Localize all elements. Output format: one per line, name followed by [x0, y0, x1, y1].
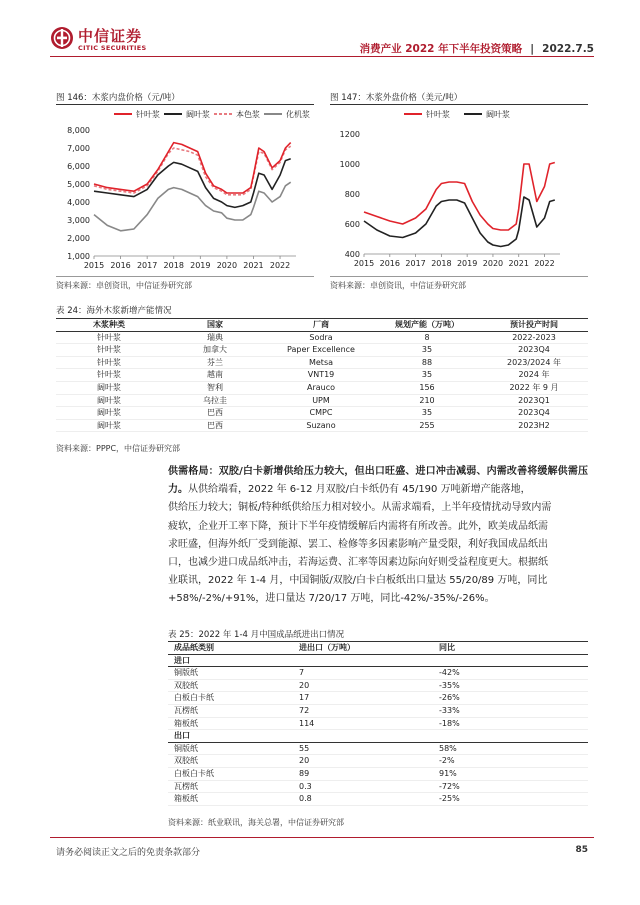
table-row: [56, 419, 588, 432]
table-cell: 17: [299, 692, 439, 705]
table-cell: -25%: [439, 793, 588, 806]
figure-146-source: 资料来源：卓创资讯，中信证券研究部: [56, 281, 192, 290]
table-24: [56, 318, 588, 432]
paragraph-line: 从供给端看，2022 年 6-12 月双胶/白卡纸仍有 45/190 万吨新增产能落地，: [188, 484, 531, 496]
table-row: [168, 692, 588, 705]
table-cell: 双胶纸: [168, 679, 299, 692]
table-cell: 2023H2: [480, 419, 588, 432]
table-25-header: 同比: [439, 642, 588, 655]
table-cell: 91%: [439, 767, 588, 780]
table-cell: 0.8: [299, 793, 439, 806]
table-section-row: [168, 730, 588, 743]
table-cell: 89: [299, 767, 439, 780]
figure-146-bottom-rule: [56, 276, 314, 277]
table-24-header-row: [56, 319, 588, 332]
section-label: 进口: [168, 654, 588, 667]
table-24-source: 资料来源：PPPC，中信证券研究部: [56, 444, 181, 453]
x-tick-label: 2020: [482, 259, 504, 268]
table-cell: 2023Q4: [480, 344, 588, 357]
table-cell: 35: [374, 407, 480, 420]
table-row: [168, 742, 588, 755]
table-cell: 瓦楞纸: [168, 704, 299, 717]
table-row: [168, 755, 588, 768]
table-24-title: 表 24：海外木浆新增产能情况: [56, 306, 172, 316]
table-cell: UPM: [268, 394, 374, 407]
table-cell: 156: [374, 381, 480, 394]
report-title: 消费产业 2022 年下半年投资策略: [359, 43, 523, 55]
y-tick-label: 800: [344, 190, 360, 199]
table-cell: 针叶浆: [56, 356, 162, 369]
table-cell: 20: [299, 755, 439, 768]
company-logo: [50, 24, 160, 54]
table-cell: -42%: [439, 667, 588, 680]
logo-english: CITIC SECURITIES: [78, 44, 147, 52]
table-cell: 箱板纸: [168, 793, 299, 806]
table-25-title: 表 25：2022 年 1-4 月中国成品纸进出口情况: [168, 630, 345, 640]
table-cell: 阔叶浆: [56, 381, 162, 394]
series-line-1: [94, 143, 291, 193]
x-tick-label: 2020: [216, 261, 238, 270]
table-cell: 瓦楞纸: [168, 780, 299, 793]
legend-label: 化机浆: [286, 110, 310, 119]
table-cell: 55: [299, 742, 439, 755]
table-cell: VNT19: [268, 369, 374, 382]
paragraph-bold-lead: [168, 463, 588, 499]
y-tick-label: 2,000: [67, 234, 90, 243]
logo-chinese: 中信证券: [78, 27, 143, 45]
table-24-header: 国家: [162, 319, 268, 332]
table-cell: -72%: [439, 780, 588, 793]
legend-label: 阔叶浆: [486, 110, 510, 119]
figure-147-top-rule: [330, 104, 588, 105]
table-cell: 巴西: [162, 419, 268, 432]
table-cell: 7: [299, 667, 439, 680]
table-cell: 35: [374, 344, 480, 357]
table-cell: -35%: [439, 679, 588, 692]
paragraph-line: 供给压力较大；铜板/特种纸供给压力相对较小。从需求端看，上半年疫情扰动导致内需: [168, 502, 552, 514]
table-cell: 芬兰: [162, 356, 268, 369]
table-24-header: 厂商: [268, 319, 374, 332]
x-tick-label: 2022: [534, 259, 555, 268]
table-cell: 阔叶浆: [56, 394, 162, 407]
supply-demand-paragraph: [168, 463, 588, 609]
footer-rule: [50, 837, 594, 838]
series-line-1: [364, 163, 555, 231]
figure-147-chart: [330, 106, 592, 274]
y-tick-label: 1200: [339, 130, 360, 139]
table-cell: 210: [374, 394, 480, 407]
legend-label: 针叶浆: [426, 110, 450, 119]
x-tick-label: 2021: [508, 259, 529, 268]
table-25-header-row: [168, 642, 588, 655]
table-row: [168, 667, 588, 680]
table-row: [56, 344, 588, 357]
x-tick-label: 2017: [136, 261, 158, 270]
table-cell: -33%: [439, 704, 588, 717]
report-header: [360, 37, 594, 56]
table-cell: 瑞典: [162, 331, 268, 344]
table-25: [168, 641, 588, 806]
x-tick-label: 2018: [431, 259, 452, 268]
table-row: [168, 679, 588, 692]
table-cell: 白板白卡纸: [168, 767, 299, 780]
table-row: [56, 369, 588, 382]
paragraph-line: 疲软，企业开工率下降，预计下半年疫情缓解后内需将有所改善。此外，欧美成品纸需: [168, 520, 548, 532]
table-cell: 58%: [439, 742, 588, 755]
table-cell: 箱板纸: [168, 717, 299, 730]
paragraph-line: 求旺盛，但海外纸厂受到能源、罢工、检修等多因素影响产量受限，利好我国成品纸出: [168, 538, 548, 550]
table-cell: 智利: [162, 381, 268, 394]
x-tick-label: 2019: [190, 261, 211, 270]
y-tick-label: 4,000: [67, 198, 90, 207]
table-row: [56, 394, 588, 407]
table-cell: 2022 年 9 月: [480, 381, 588, 394]
header-separator: |: [530, 43, 535, 55]
x-tick-label: 2021: [243, 261, 264, 270]
table-cell: Metsa: [268, 356, 374, 369]
x-tick-label: 2015: [83, 261, 105, 270]
table-cell: 88: [374, 356, 480, 369]
table-row: [168, 717, 588, 730]
y-tick-label: 7,000: [67, 144, 90, 153]
x-tick-label: 2016: [110, 261, 131, 270]
table-cell: 72: [299, 704, 439, 717]
y-tick-label: 5,000: [67, 180, 90, 189]
table-25-source: 资料来源：纸业联讯，海关总署，中信证券研究部: [168, 818, 344, 827]
x-tick-label: 2016: [379, 259, 400, 268]
citic-logo-icon: [50, 26, 74, 50]
report-date: 2022.7.5: [542, 43, 594, 55]
table-cell: 2023Q4: [480, 407, 588, 420]
table-cell: Sodra: [268, 331, 374, 344]
table-cell: 2023Q1: [480, 394, 588, 407]
table-row: [56, 331, 588, 344]
table-cell: 加拿大: [162, 344, 268, 357]
table-cell: 114: [299, 717, 439, 730]
table-25-header: 成品纸类别: [168, 642, 299, 655]
paragraph-line: 口，也减少进口成品纸冲击，若海运费、汇率等因素边际向好则受益程度更大。根据纸: [168, 557, 548, 569]
table-cell: 巴西: [162, 407, 268, 420]
header-rule: [50, 56, 594, 57]
table-cell: -2%: [439, 755, 588, 768]
table-row: [168, 793, 588, 806]
x-tick-label: 2017: [405, 259, 426, 268]
legend-label: 阔叶浆: [186, 110, 210, 119]
table-24-header: 规划产能（万吨）: [374, 319, 480, 332]
figure-146-top-rule: [56, 104, 314, 105]
paragraph-line: 业联讯，2022 年 1-4 月，中国铜版/双胶/白卡白板纸出口量达 55/20/89 万吨，同比: [168, 575, 548, 587]
series-line-2: [94, 159, 291, 208]
x-tick-label: 2022: [269, 261, 291, 270]
table-cell: Suzano: [268, 419, 374, 432]
y-tick-label: 1000: [339, 160, 360, 169]
figure-146-title: 图 146：木浆内盘价格（元/吨）: [56, 93, 180, 103]
table-row: [56, 381, 588, 394]
y-tick-label: 400: [344, 250, 360, 259]
table-cell: 2024 年: [480, 369, 588, 382]
chart-legend: [404, 109, 510, 119]
table-cell: CMPC: [268, 407, 374, 420]
table-cell: 阔叶浆: [56, 407, 162, 420]
table-cell: 20: [299, 679, 439, 692]
y-tick-label: 600: [344, 220, 360, 229]
figure-147-source: 资料来源：卓创资讯，中信证券研究部: [330, 281, 466, 290]
table-row: [168, 780, 588, 793]
table-cell: -26%: [439, 692, 588, 705]
table-cell: 针叶浆: [56, 369, 162, 382]
table-cell: Arauco: [268, 381, 374, 394]
table-cell: 乌拉圭: [162, 394, 268, 407]
table-cell: 铜版纸: [168, 667, 299, 680]
x-tick-label: 2019: [456, 259, 478, 268]
table-cell: 针叶浆: [56, 344, 162, 357]
section-label: 出口: [168, 730, 588, 743]
legend-label: 针叶浆: [136, 110, 160, 119]
table-row: [56, 407, 588, 420]
table-cell: 35: [374, 369, 480, 382]
y-tick-label: 1,000: [67, 252, 90, 261]
table-cell: 铜版纸: [168, 742, 299, 755]
figure-147-bottom-rule: [330, 276, 588, 277]
table-cell: 2022-2023: [480, 331, 588, 344]
table-cell: 针叶浆: [56, 331, 162, 344]
chart-legend: [114, 109, 310, 119]
footer-disclaimer: 请务必阅读正文之后的免责条款部分: [56, 848, 201, 858]
table-cell: 0.3: [299, 780, 439, 793]
table-cell: -18%: [439, 717, 588, 730]
y-tick-label: 6,000: [67, 162, 90, 171]
table-cell: 双胶纸: [168, 755, 299, 768]
table-cell: Paper Excellence: [268, 344, 374, 357]
x-tick-label: 2018: [163, 261, 184, 270]
table-row: [168, 704, 588, 717]
table-cell: 越南: [162, 369, 268, 382]
table-cell: 2023/2024 年: [480, 356, 588, 369]
y-tick-label: 3,000: [67, 216, 90, 225]
table-section-row: [168, 654, 588, 667]
table-24-header: 木浆种类: [56, 319, 162, 332]
paragraph-line: +58%/-2%/+91%，进口量达 7/20/17 万吨，同比-42%/-35%/-26%。: [168, 593, 495, 605]
figure-147-title: 图 147：木浆外盘价格（美元/吨）: [330, 93, 463, 103]
table-cell: 8: [374, 331, 480, 344]
table-row: [56, 356, 588, 369]
page-number: 85: [575, 845, 588, 855]
series-line-3: [94, 146, 291, 195]
table-cell: 255: [374, 419, 480, 432]
y-tick-label: 8,000: [67, 126, 90, 135]
table-24-header: 预计投产时间: [480, 319, 588, 332]
figure-146-chart: [56, 106, 318, 274]
table-cell: 阔叶浆: [56, 419, 162, 432]
paragraph-bold-text: 供需格局：双胶/白卡新增供给压力较大，但出口旺盛、进口冲击减弱、内需改善将缓解供需压力。: [168, 466, 588, 496]
table-25-header: 进出口（万吨）: [299, 642, 439, 655]
legend-label: 本色浆: [236, 110, 260, 119]
x-tick-label: 2015: [353, 259, 375, 268]
table-row: [168, 767, 588, 780]
table-cell: 白板白卡纸: [168, 692, 299, 705]
